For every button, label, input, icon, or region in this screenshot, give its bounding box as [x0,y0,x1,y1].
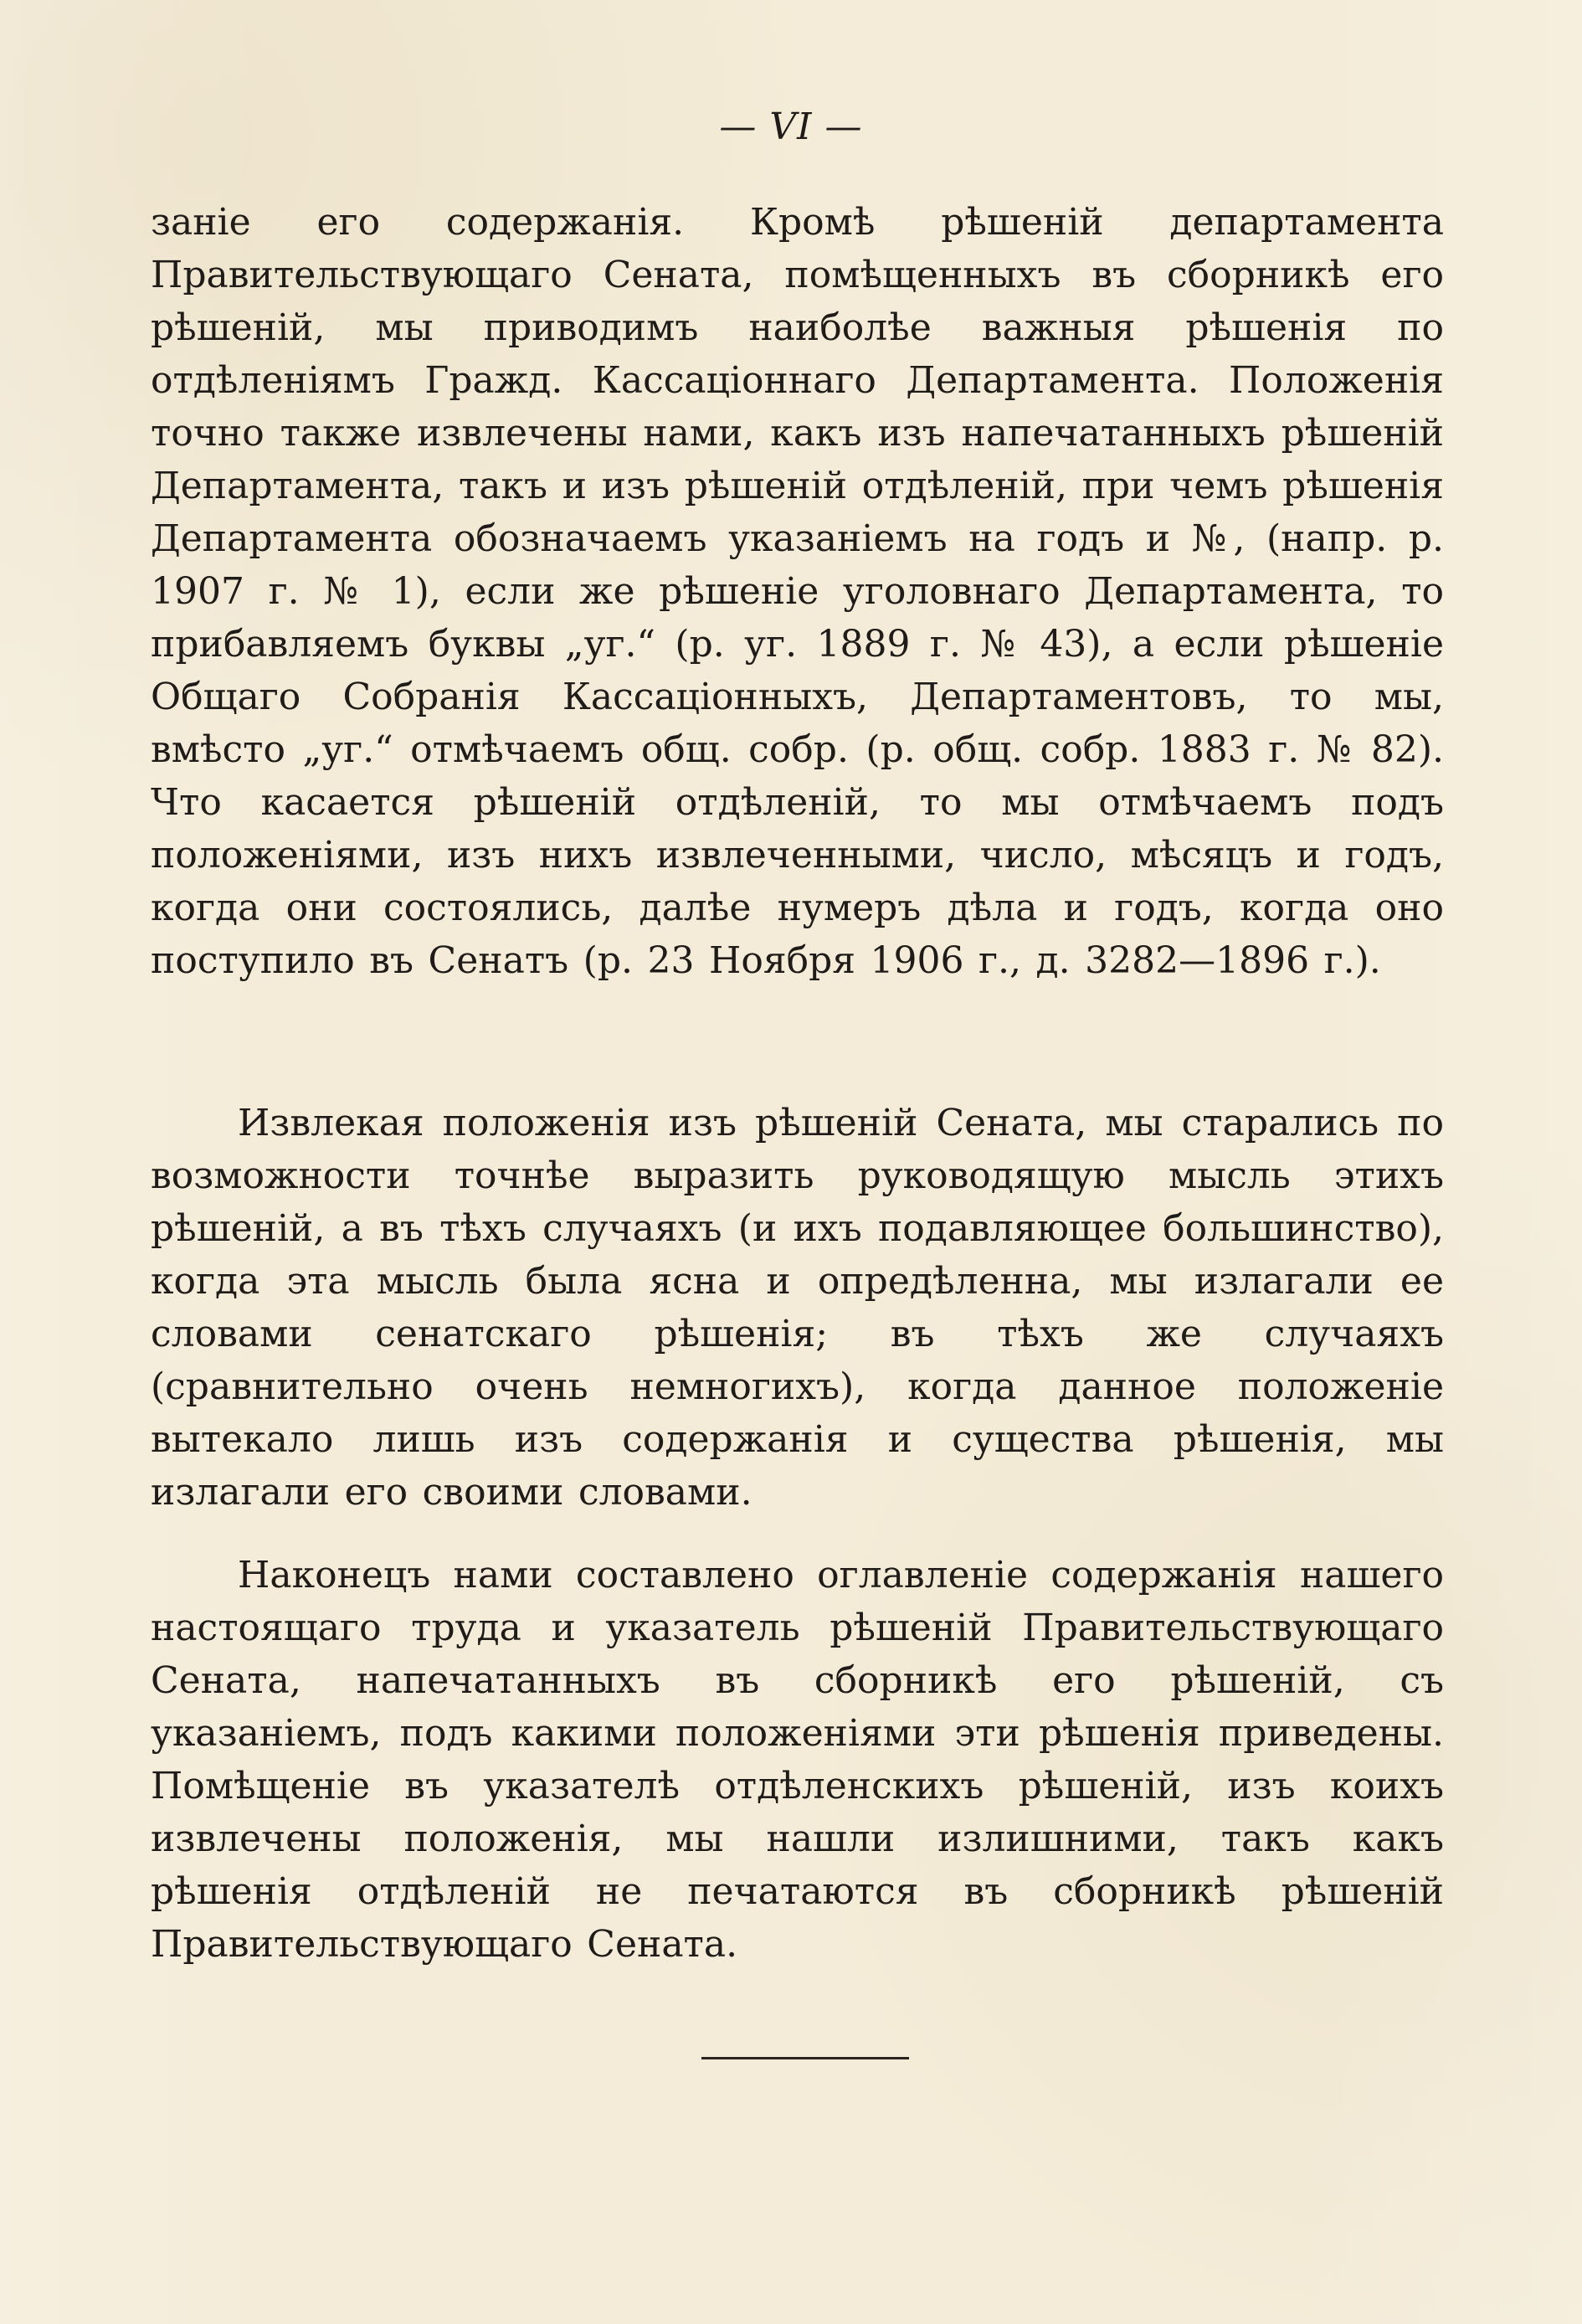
closing-rule [701,2057,909,2059]
page-number: — VI — [719,105,863,148]
paragraph-2: Извлекая положенія изъ рѣшеній Сената, мы старались по возможности точнѣе выразить руководящую мысль этихъ рѣшеній, а въ тѣхъ случаяхъ (и ихъ подавляющее большинство), когда эта мысль была ясна и опредѣленна, мы излагали ее словами сенатскаго рѣшенія; въ тѣхъ же случаяхъ (сравнительно очень немногихъ), когда данное положеніе вытекало лишь изъ содержанія и существа рѣшенія, мы излагали его своими словами. [151,1102,1444,1514]
paragraph-1: заніе его содержанія. Кромѣ рѣшеній департамента Правительствующаго Сената, помѣщенныхъ въ сборникѣ его рѣшеній, мы приводимъ наиболѣе важныя рѣшенія по отдѣленіямъ Гражд. Кассаціоннаго Департамента. Положенія точно также извлечены нами, какъ изъ напечатанныхъ рѣшеній Департамента, такъ и изъ рѣшеній отдѣленій, при чемъ рѣшенія Департамента обозначаемъ указаніемъ на годъ и №, (напр. р. 1907 г. № 1), если же рѣшеніе уголовнаго Департамента, то прибавляемъ буквы „уг.“ (р. уг. 1889 г. № 43), а если рѣшеніе Общаго Собранія Кассаціонныхъ, Департаментовъ, то мы, вмѣсто „уг.“ отмѣчаемъ общ. собр. (р. общ. собр. 1883 г. № 82). Что касается рѣшеній отдѣленій, то мы отмѣчаемъ подъ положеніями, изъ нихъ извлеченными, число, мѣсяцъ и годъ, когда они состоялись, далѣе нумеръ дѣла и годъ, когда оно поступило въ Сенатъ (р. 23 Ноября 1906 г., д. 3282—1896 г.). [151,201,1444,982]
paragraph-3: Наконецъ нами составлено оглавленіе содержанія нашего настоящаго труда и указатель рѣшеній Правительствующаго Сената, напечатанныхъ въ сборникѣ его рѣшеній, съ указаніемъ, подъ какими положеніями эти рѣшенія приведены. Помѣщеніе въ указателѣ отдѣленскихъ рѣшеній, изъ коихъ извлечены положенія, мы нашли излишними, такъ какъ рѣшенія отдѣленій не печатаются въ сборникѣ рѣшеній Правительствующаго Сената. [151,1554,1444,1966]
